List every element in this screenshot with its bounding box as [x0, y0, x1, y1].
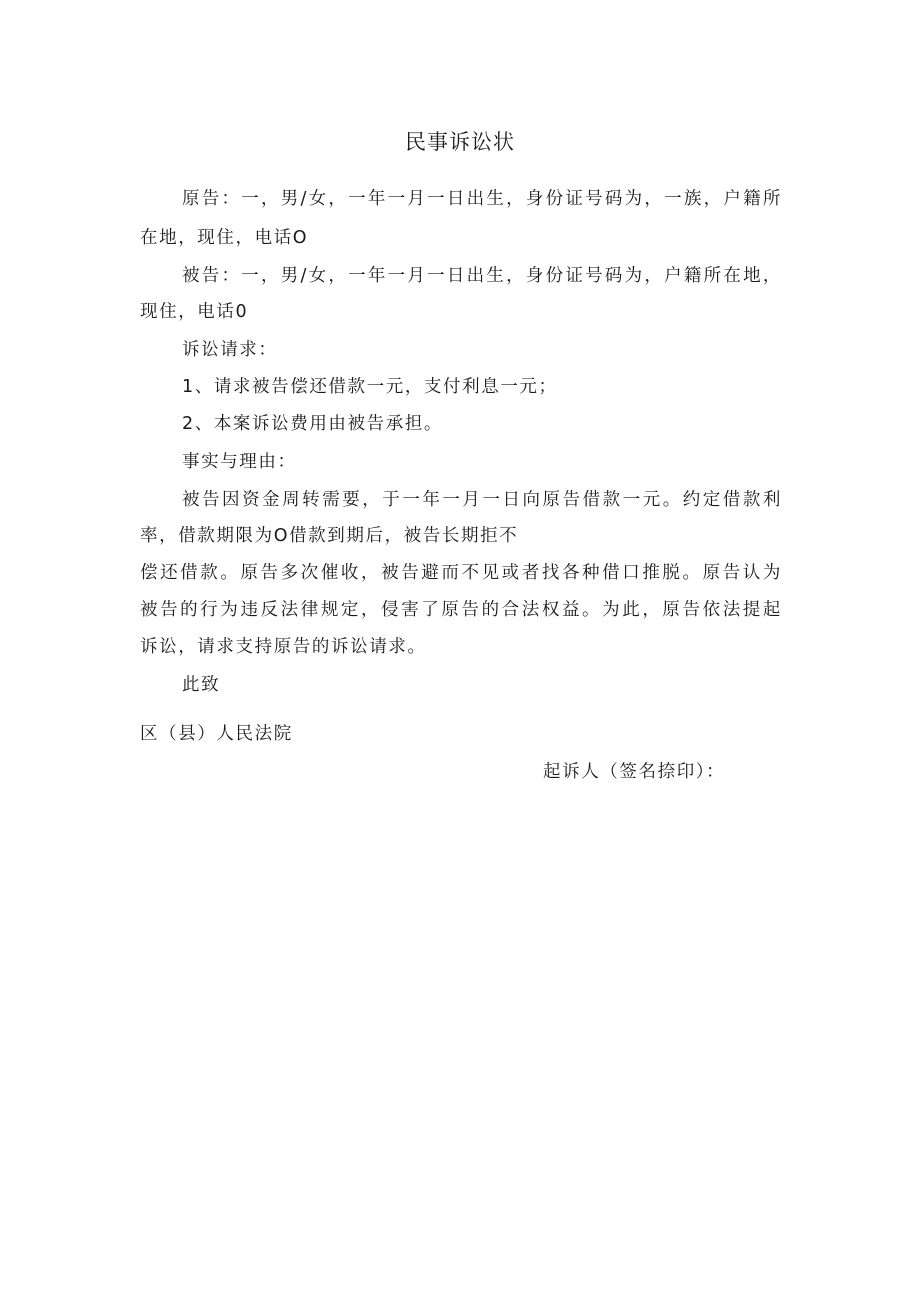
claim-item-2: 2、本案诉讼费用由被告承担。: [182, 414, 444, 434]
facts-line-4: 被告的行为违反法律规定，侵害了原告的合法权益。为此，原告依法提起: [140, 600, 782, 620]
facts-heading: 事实与理由：: [182, 452, 297, 472]
facts-line-5: 诉讼，请求支持原告的诉讼请求。: [140, 637, 427, 657]
facts-line-3: 偿还借款。原告多次催收，被告避而不见或者找各种借口推脱。原告认为: [140, 563, 782, 583]
plaintiff-line-2: 在地，现住，电话O: [140, 228, 309, 248]
facts-line-2: 率，借款期限为O借款到期后，被告长期拒不: [140, 526, 519, 546]
defendant-line-2: 现住，电话0: [140, 302, 249, 322]
claims-heading: 诉讼请求：: [182, 340, 278, 360]
plaintiff-line-1: 原告：一，男/女，一年一月一日出生，身份证号码为，一族，户籍所: [182, 189, 782, 209]
plaintiff-signature-line: 起诉人（签名捺印）：: [543, 762, 726, 782]
claim-item-1: 1、请求被告偿还借款一元，支付利息一元；: [182, 377, 558, 397]
court-name: 区（县）人民法院: [140, 724, 293, 744]
defendant-line-1: 被告：一，男/女，一年一月一日出生，身份证号码为，户籍所在地，: [182, 266, 782, 286]
document-title: 民事诉讼状: [405, 130, 515, 154]
facts-line-1: 被告因资金周转需要，于一年一月一日向原告借款一元。约定借款利: [182, 490, 782, 510]
closing-salutation: 此致: [182, 675, 221, 695]
